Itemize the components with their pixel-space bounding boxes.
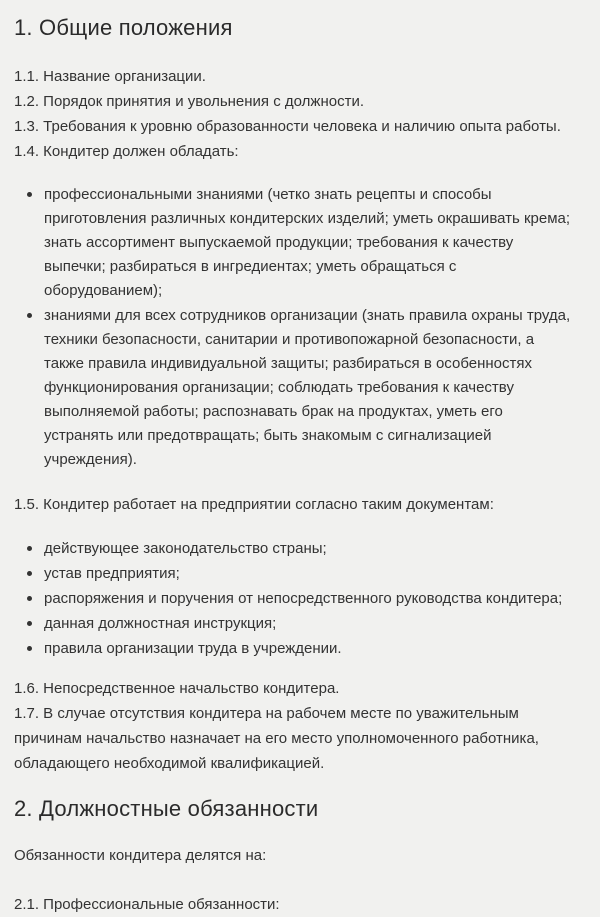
bullet-icon (27, 192, 32, 197)
list-item (14, 587, 586, 611)
list-item-text: устав предприятия; (44, 565, 180, 582)
list-item (14, 304, 586, 472)
list-item (14, 562, 586, 586)
list-item-text: правила организации труда в учреждении. (44, 640, 342, 657)
clauses-1-1-to-1-4 (14, 64, 586, 164)
list-item-text: данная должностная инструкция; (44, 615, 277, 632)
list-item-text: знаниями для всех сотрудников организации (знать правила охраны труда, техники безопасности, санитарии и противопожарной безопасности, а также правила индивидуальной защиты; разбираться в особенностях функционирования организации; соблюдать требования к качеству выполняемой работы; распознавать брак на продуктах, уметь его устранять или предотвращать; быть знакомым с сигнализацией учреждения). (44, 307, 571, 468)
clause-1-2: 1.2. Порядок принятия и увольнения с должности. (14, 93, 364, 110)
bullet-icon (27, 646, 32, 651)
clauses-1-6-to-1-7 (14, 676, 586, 776)
bullet-icon (27, 546, 32, 551)
bullet-icon (27, 571, 32, 576)
list-item (14, 637, 586, 661)
clause-1-5: 1.5. Кондитер работает на предприятии согласно таким документам: (14, 496, 494, 513)
bullet-icon (27, 596, 32, 601)
section-2-intro: Обязанности кондитера делятся на: (14, 847, 267, 864)
clause-1-6: 1.6. Непосредственное начальство кондитера. (14, 680, 340, 697)
bullet-icon (27, 621, 32, 626)
clause-1-3: 1.3. Требования к уровню образованности человека и наличию опыта работы. (14, 118, 561, 135)
clause-1-7: 1.7. В случае отсутствия кондитера на рабочем месте по уважительным причинам начальство назначает на его место уполномоченного работника, обладающего необходимой квалификацией. (14, 705, 539, 772)
documents-list (14, 537, 586, 661)
list-item-text: действующее законодательство страны; (44, 540, 327, 557)
section-2-heading: 2. Должностные обязанности (14, 796, 319, 821)
clause-1-1: 1.1. Название организации. (14, 68, 206, 85)
section-1-heading: 1. Общие положения (14, 15, 233, 40)
bullet-icon (27, 313, 32, 318)
clause-1-4: 1.4. Кондитер должен обладать: (14, 143, 239, 160)
list-item-text: профессиональными знаниями (четко знать рецепты и способы приготовления различных кондитерских изделий; уметь окрашивать крема; знать ассортимент выпускаемой продукции; требования к качеству выпечки; разбираться в ингредиентах; уметь обращаться с оборудованием); (44, 186, 571, 299)
list-item (14, 612, 586, 636)
list-item-text: распоряжения и поручения от непосредственного руководства кондитера; (44, 590, 563, 607)
list-item (14, 537, 586, 561)
list-item (14, 183, 586, 303)
knowledge-list (14, 183, 586, 472)
clause-2-1: 2.1. Профессиональные обязанности: (14, 896, 280, 913)
